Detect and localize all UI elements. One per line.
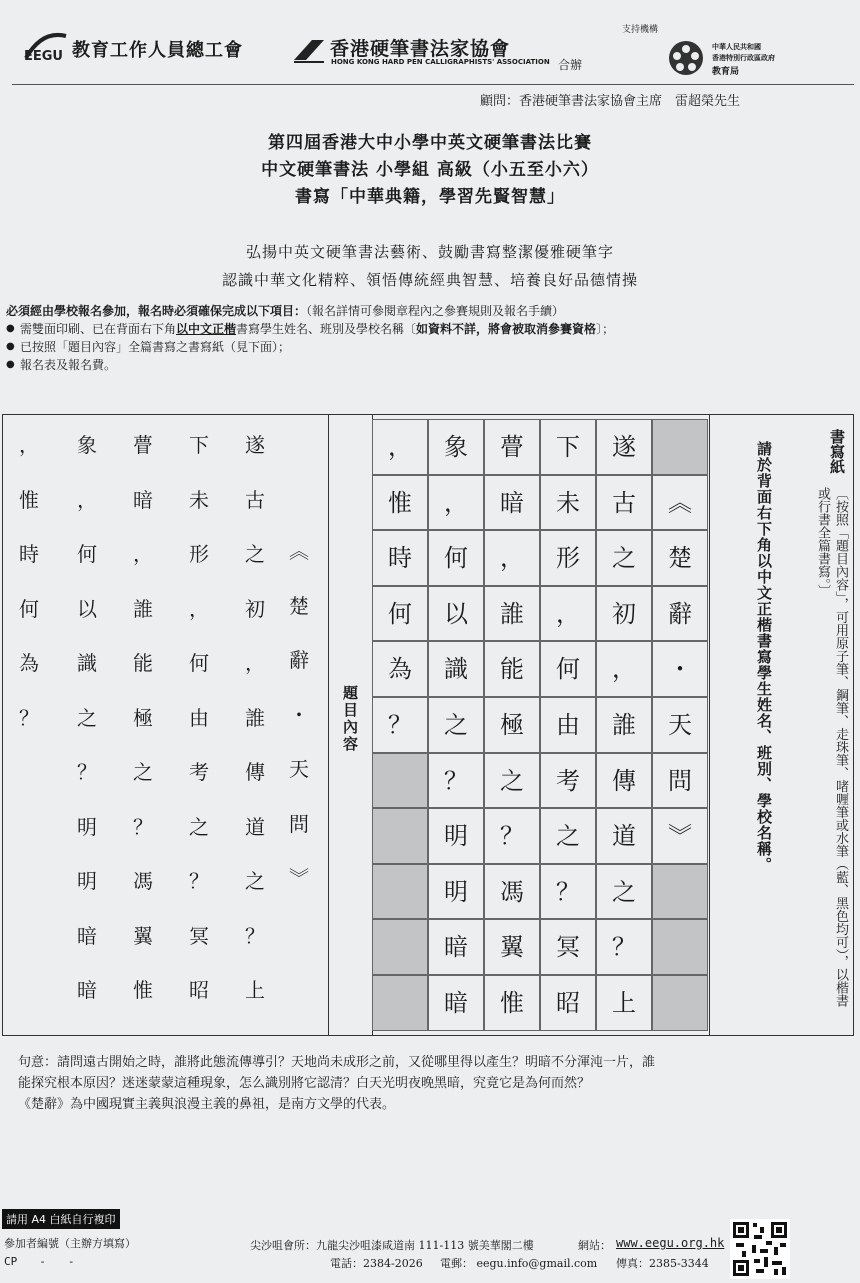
topic-char: 之	[245, 869, 265, 893]
topic-text-panel	[3, 415, 329, 1035]
grid-cell: 楚	[652, 530, 708, 586]
grid-cell: 暗	[484, 475, 540, 531]
title-block	[0, 130, 860, 211]
grid-cell: 天	[652, 697, 708, 753]
gov-line1: 中華人民共和國	[712, 43, 761, 51]
grid-cell: ？	[596, 919, 652, 975]
grid-cell: 惟	[372, 475, 428, 531]
gov-line2: 香港特別行政區政府	[712, 54, 775, 62]
topic-char: 之	[245, 542, 265, 566]
grid-cell: 能	[484, 641, 540, 697]
topic-char: 能	[133, 651, 153, 675]
meaning-line2: 能探究根本原因？迷迷蒙蒙這種現象，怎么識別將它認清？白天光明夜晚黑暗，究竟它是為何而然？	[18, 1076, 591, 1091]
grid-cell: 道	[596, 808, 652, 864]
grid-cell	[372, 919, 428, 975]
writing-paper-reminder: 請於背面右下角以中文正楷書寫學生姓名、班別、學校名稱。	[755, 441, 773, 873]
topic-char: 瞢	[133, 433, 153, 457]
topic-char: 象	[77, 433, 97, 457]
a4-note: 請用 A4 白紙自行複印	[2, 1209, 120, 1229]
website-link[interactable]: www.eegu.org.hk	[616, 1236, 725, 1250]
topic-char: 馮	[133, 869, 153, 893]
support-label: 支持機構	[622, 25, 659, 35]
main-frame	[2, 414, 854, 1036]
requirement-item-3: ● 報名表及報名費。	[6, 356, 766, 374]
grid-cell: 象	[428, 419, 484, 475]
writing-paper-instruction: 〔按照「題目內容」，可用原子筆、鋼筆、走珠筆、啫喱筆或水筆（藍、黑色均可），以楷書或行書全篇書寫。〕	[815, 487, 848, 1007]
topic-char: ，	[245, 651, 265, 675]
source-title-char: 天	[289, 757, 309, 781]
org1-name: 教育工作人員總工會	[72, 40, 243, 61]
qr-code-icon	[730, 1219, 790, 1279]
org2-english: HONG KONG HARD PEN CALLIGRAPHISTS' ASSOCIATION	[331, 58, 550, 66]
org2-name: 香港硬筆書法家協會	[330, 38, 511, 60]
topic-char: 由	[189, 705, 209, 730]
hk-government-emblem-icon	[668, 40, 704, 76]
topic-char: 未	[189, 487, 209, 512]
topic-char: ？	[77, 760, 97, 784]
grid-cell	[372, 753, 428, 809]
topic-char: ，	[19, 433, 39, 457]
meaning-block	[18, 1052, 788, 1115]
topic-char: ？	[19, 705, 39, 730]
topic-char: 暗	[77, 923, 97, 948]
topic-char: 翼	[133, 923, 153, 948]
grid-cell: 為	[372, 641, 428, 697]
source-title-char: 楚	[289, 593, 309, 618]
hkhpca-logo-icon	[292, 36, 326, 64]
grid-cell: 之	[540, 808, 596, 864]
grid-cell: 古	[596, 475, 652, 531]
grid-cell	[652, 419, 708, 475]
topic-char: 何	[77, 542, 97, 566]
topic-char: 明	[77, 869, 97, 893]
topic-char: 之	[133, 760, 153, 784]
grid-cell: 之	[596, 864, 652, 920]
grid-cell: ？	[372, 697, 428, 753]
instruction-panel	[709, 415, 854, 1035]
topic-char: ，	[77, 487, 97, 512]
grid-cell: 誰	[484, 586, 540, 642]
grid-cell: 遂	[596, 419, 652, 475]
grid-cell: 瞢	[484, 419, 540, 475]
grid-cell: ・	[652, 641, 708, 697]
topic-char: 下	[189, 433, 209, 457]
topic-char: 上	[245, 978, 265, 1002]
grid-cell: 傳	[596, 753, 652, 809]
source-title-char: 辭	[289, 648, 309, 672]
header-rule	[12, 84, 854, 85]
requirements-intro	[6, 302, 766, 320]
topic-char: 初	[245, 596, 265, 621]
grid-cell: 明	[428, 864, 484, 920]
topic-char: 以	[77, 596, 97, 621]
grid-cell: 以	[428, 586, 484, 642]
grid-cell: ？	[540, 864, 596, 920]
topic-char: 極	[133, 705, 153, 730]
topic-char: 暗	[77, 978, 97, 1002]
competition-title: 第四屆香港大中小學中英文硬筆書法比賽	[268, 133, 592, 153]
grid-cell: 極	[484, 697, 540, 753]
grid-cell: ？	[428, 753, 484, 809]
topic-char: ？	[133, 814, 153, 839]
writing-grid	[372, 419, 708, 1031]
requirements-intro-bold: 必須經由學校報名參加，報名時必須確保完成以下項目：	[6, 304, 307, 318]
grid-cell: ，	[372, 419, 428, 475]
req1-part-b: 以中文正楷	[176, 322, 237, 336]
topic-char: 時	[19, 542, 39, 566]
grid-cell: 上	[596, 975, 652, 1031]
grid-cell: 翼	[484, 919, 540, 975]
topic-char: 考	[189, 760, 209, 784]
email-address: 電郵： eegu.info@gmail.com	[440, 1257, 598, 1270]
eegu-logo	[22, 30, 68, 60]
grid-cell: 下	[540, 419, 596, 475]
grid-cell: ，	[540, 586, 596, 642]
meaning-line1: 句意：請問遠古開始之時，誰將此態流傳導引？天地尚未成形之前，又從哪里得以產生？明暗不分渾沌一片，誰	[18, 1055, 656, 1070]
topic-char: ？	[189, 869, 209, 893]
slogan-line1: 弘揚中英文硬筆書法藝術、鼓勵書寫整潔優雅硬筆字	[245, 243, 614, 261]
topic-char: 暗	[133, 487, 153, 512]
grid-cell: 誰	[596, 697, 652, 753]
grid-cell: 問	[652, 753, 708, 809]
phone-number: 電話：2384-2026	[330, 1257, 423, 1270]
grid-cell: 考	[540, 753, 596, 809]
participant-number-label: 參加者編號（主辦方填寫）	[4, 1237, 136, 1250]
topic-char: 之	[189, 814, 209, 839]
topic-char: 道	[245, 814, 265, 839]
topic-char: ？	[245, 923, 265, 948]
grid-cell: 之	[596, 530, 652, 586]
req1-part-c: 書寫學生姓名、班別及學校名稱〔	[236, 322, 417, 336]
topic-char: ，	[189, 596, 209, 621]
requirement-item-1	[6, 320, 766, 338]
requirements-intro-rest: （報名詳情可參閱章程內之參賽規則及報名手續）	[306, 304, 565, 318]
header-bar	[0, 0, 860, 92]
footer	[0, 1205, 860, 1280]
grid-cell	[372, 975, 428, 1031]
grid-cell	[652, 919, 708, 975]
grid-cell: ︽	[652, 475, 708, 531]
topic-char: 何	[19, 596, 39, 621]
topic-char: 何	[189, 651, 209, 675]
grid-cell: 初	[596, 586, 652, 642]
grid-cell: 形	[540, 530, 596, 586]
office-address: 尖沙咀會所：九龍尖沙咀漆咸道南 111-113 號美華閣二樓	[250, 1239, 534, 1252]
fax-number: 傳真：2385-3344	[616, 1257, 709, 1270]
topic-label: 題目內容	[341, 685, 359, 753]
grid-cell: ︾	[652, 808, 708, 864]
topic-char: ，	[133, 542, 153, 566]
grid-cell: 未	[540, 475, 596, 531]
grid-cell	[372, 864, 428, 920]
grid-cell: 何	[428, 530, 484, 586]
source-title-char: ︾	[289, 866, 309, 890]
topic-char: 誰	[245, 705, 265, 730]
source-title-char: ・	[289, 702, 309, 727]
source-title-char: 問	[289, 811, 309, 836]
writing-paper-title: 書寫紙	[828, 429, 846, 474]
grid-cell	[652, 975, 708, 1031]
grid-cell: 暗	[428, 919, 484, 975]
req1-part-d: 如資料不詳，將會被取消參賽資格	[416, 322, 597, 336]
grid-cell: 何	[540, 641, 596, 697]
req1-part-a: 需雙面印刷、已在背面右下角	[20, 322, 177, 336]
topic-char: 為	[19, 651, 39, 675]
topic-label-column	[328, 415, 373, 1035]
grid-cell	[372, 808, 428, 864]
requirements-list	[6, 302, 766, 374]
meaning-line3: 《楚辭》為中國現實主義與浪漫主義的鼻祖，是南方文學的代表。	[18, 1097, 396, 1112]
topic-char: 昭	[189, 978, 209, 1002]
topic-char: 形	[189, 542, 209, 566]
grid-cell: ，	[428, 475, 484, 531]
grid-cell: 馮	[484, 864, 540, 920]
theme-title: 書寫「中華典籍，學習先賢智慧」	[295, 187, 565, 207]
grid-cell: 惟	[484, 975, 540, 1031]
grid-cell: 昭	[540, 975, 596, 1031]
grid-cell: 明	[428, 808, 484, 864]
grid-cell: ，	[484, 530, 540, 586]
advisor-text: 顧問：香港硬筆書法家協會主席 雷超榮先生	[480, 94, 741, 109]
co-organise-label: 合辦	[558, 58, 583, 72]
req1-part-e: 〕；	[596, 322, 615, 336]
cp-code: CP - -	[4, 1255, 75, 1268]
grid-cell: 暗	[428, 975, 484, 1031]
grid-cell: 冥	[540, 919, 596, 975]
svg-text:EEGU: EEGU	[24, 49, 63, 62]
grid-cell: 時	[372, 530, 428, 586]
topic-char: 惟	[19, 487, 39, 512]
grid-cell: ？	[484, 808, 540, 864]
topic-char: 誰	[133, 596, 153, 621]
topic-char: 遂	[245, 433, 265, 457]
topic-char: 明	[77, 814, 97, 839]
slogan-line2: 認識中華文化精粹、領悟傳統經典智慧、培養良好品德情操	[221, 271, 638, 289]
grid-cell	[652, 864, 708, 920]
topic-char: 識	[77, 651, 97, 675]
grid-cell: 之	[484, 753, 540, 809]
website-label: 網站：	[578, 1239, 611, 1252]
source-title-char: ︽	[289, 539, 309, 563]
category-title: 中文硬筆書法 小學組 高級（小五至小六）	[261, 160, 599, 180]
topic-char: 傳	[245, 760, 265, 784]
topic-char: 古	[245, 487, 265, 512]
grid-cell: 之	[428, 697, 484, 753]
gov-line3: 教育局	[712, 67, 740, 77]
requirement-item-2: ● 已按照「題目內容」全篇書寫之書寫紙（見下面）；	[6, 338, 766, 356]
grid-cell: 由	[540, 697, 596, 753]
topic-char: 之	[77, 705, 97, 730]
grid-cell: 辭	[652, 586, 708, 642]
grid-cell: 識	[428, 641, 484, 697]
slogan-block	[0, 238, 860, 294]
grid-cell: 何	[372, 586, 428, 642]
grid-cell: ，	[596, 641, 652, 697]
topic-char: 冥	[189, 923, 209, 948]
topic-char: 惟	[133, 978, 153, 1002]
